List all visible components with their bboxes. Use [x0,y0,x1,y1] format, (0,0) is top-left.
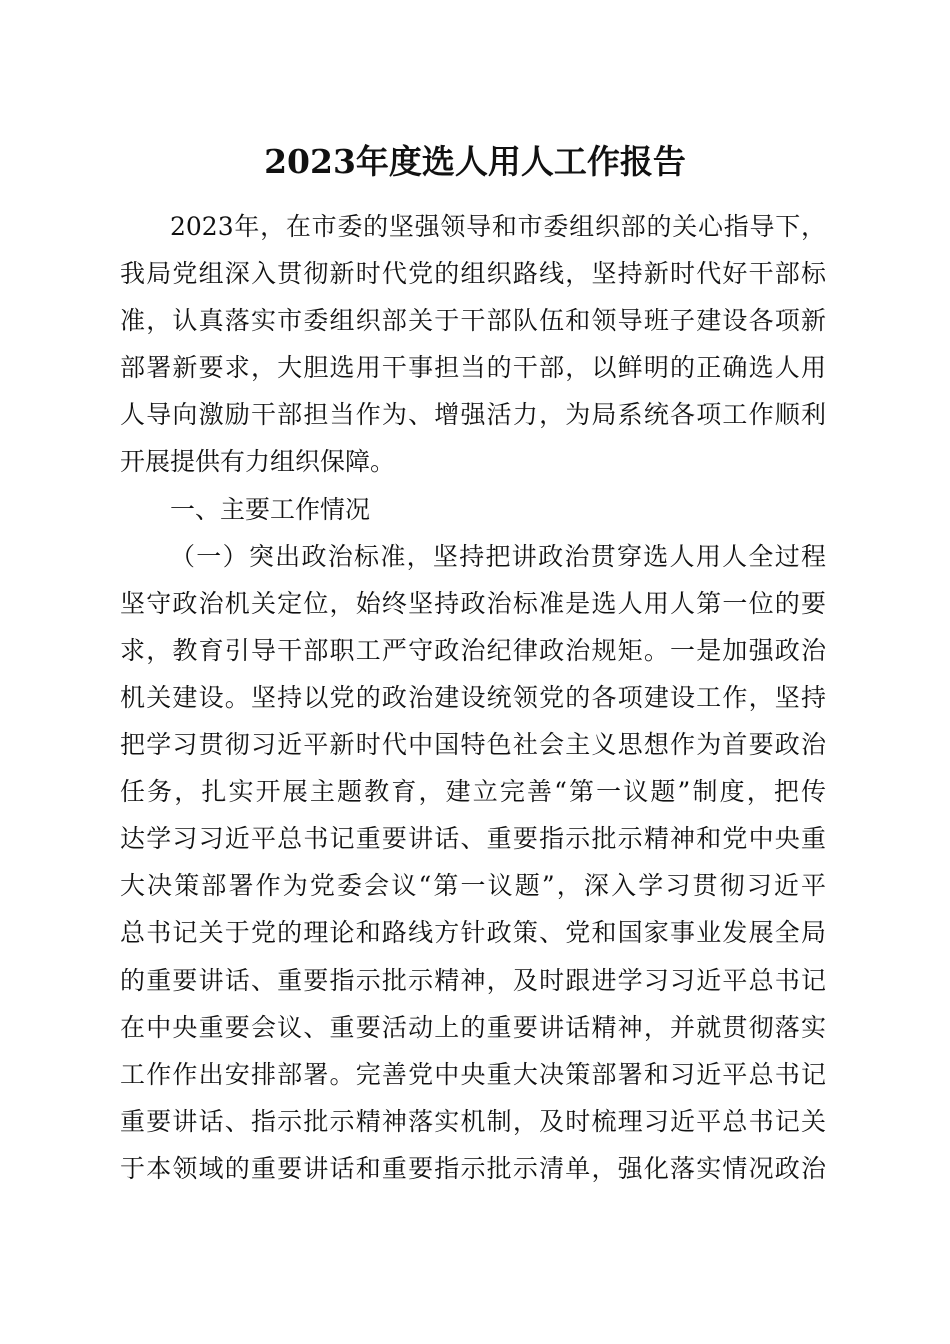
text-line: 于本领域的重要讲话和重要指示批示清单，强化落实情况政治 [120,1153,826,1183]
text-line: 开展提供有力组织保障。 [120,447,396,477]
text-line: 人导向激励干部担当作为、增强活力，为局系统各项工作顺利 [120,400,826,430]
text-line: 准，认真落实市委组织部关于干部队伍和领导班子建设各项新 [120,306,826,336]
document-body [120,203,826,1192]
text-line: 机关建设。坚持以党的政治建设统领党的各项建设工作，坚持 [120,682,826,712]
text-line: 重要讲话、指示批示精神落实机制，及时梳理习近平总书记关 [120,1106,826,1136]
text-line: 把学习贯彻习近平新时代中国特色社会主义思想作为首要政治 [120,730,826,760]
text-line: 2023年，在市委的坚强领导和市委组织部的关心指导下， [170,212,826,241]
text-line: 的重要讲话、重要指示批示精神，及时跟进学习习近平总书记 [120,965,826,995]
text-line: 求，教育引导干部职工严守政治纪律政治规矩。一是加强政治 [120,635,826,665]
text-line: 在中央重要会议、重要活动上的重要讲话精神，并就贯彻落实 [120,1012,826,1042]
text-line: 坚守政治机关定位，始终坚持政治标准是选人用人第一位的要 [120,588,826,618]
section-heading: 一、主要工作情况 [170,494,371,524]
text-line: 部署新要求，大胆选用干事担当的干部，以鲜明的正确选人用 [120,353,826,383]
text-line: 大决策部署作为党委会议“第一议题”，深入学习贯彻习近平 [120,871,826,901]
text-line: 达学习习近平总书记重要讲话、重要指示批示精神和党中央重 [120,824,826,854]
document-title: 2023年度选人用人工作报告 [264,142,686,181]
text-line: 我局党组深入贯彻新时代党的组织路线，坚持新时代好干部标 [120,259,826,289]
text-line: 任务，扎实开展主题教育，建立完善“第一议题”制度，把传 [120,777,826,807]
paragraph-intro [120,203,826,486]
text-line: 总书记关于党的理论和路线方针政策、党和国家事业发展全局 [120,918,826,948]
subsection-heading: （一）突出政治标准，坚持把讲政治贯穿选人用人全过程 [170,541,826,571]
paragraph-political-standard [120,580,826,1192]
text-line: 工作作出安排部署。完善党中央重大决策部署和习近平总书记 [120,1059,826,1089]
